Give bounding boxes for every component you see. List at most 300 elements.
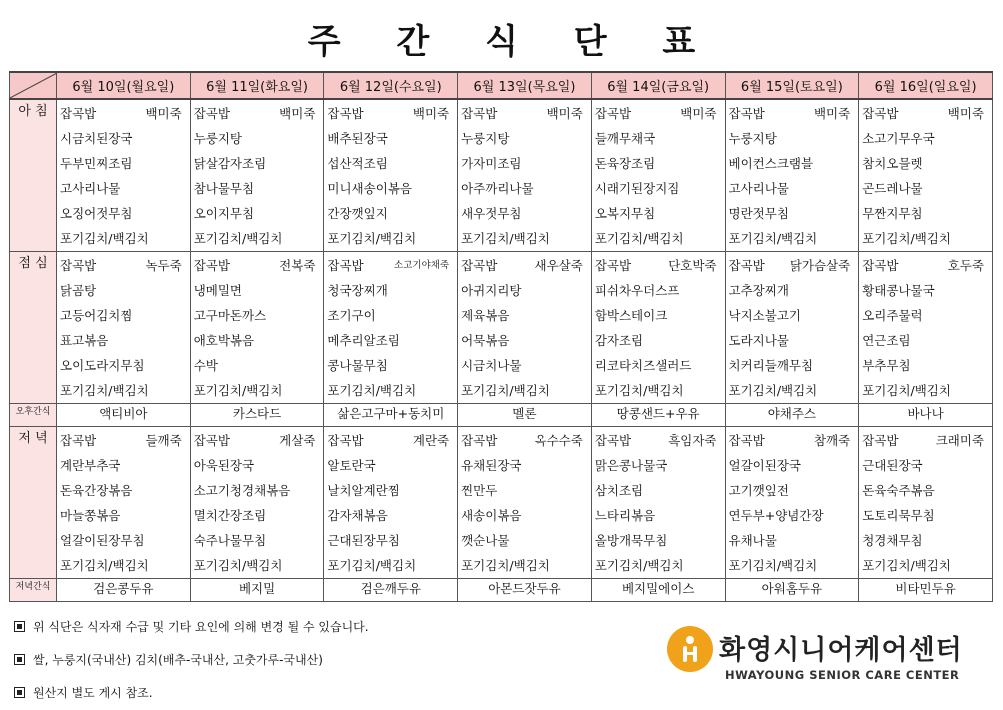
menu-cell xyxy=(324,252,458,404)
menu-item-text: 찐만두 xyxy=(461,483,498,498)
menu-item-text: 오복지무침 xyxy=(594,206,656,221)
note-1 xyxy=(14,618,369,635)
menu-item-text: 조기구이 xyxy=(327,308,376,323)
snack-cell: 바나나 xyxy=(859,404,993,427)
menu-item-text: 연근조림 xyxy=(862,333,911,348)
menu-item-text: 아귀지리탕 xyxy=(461,283,522,298)
dinner-row xyxy=(10,427,993,579)
menu-item xyxy=(60,101,190,126)
menu-item xyxy=(194,101,324,126)
menu-item xyxy=(461,378,591,403)
menu-list xyxy=(592,427,725,578)
menu-item xyxy=(461,328,591,353)
menu-item-text: 날치알계란찜 xyxy=(327,483,400,498)
menu-cell xyxy=(591,427,725,579)
menu-item xyxy=(595,226,725,251)
menu-item-text: 고사리나물 xyxy=(60,181,121,196)
menu-item xyxy=(194,253,324,278)
porridge-text: 백미죽 xyxy=(546,106,583,121)
bullet-icon xyxy=(14,654,25,665)
menu-list xyxy=(458,252,591,403)
porridge-text: 백미죽 xyxy=(680,106,717,121)
snack-cell: 아워홈두유 xyxy=(725,579,859,602)
weekly-menu-table xyxy=(9,71,993,602)
snack-cell: 멜론 xyxy=(458,404,592,427)
menu-item xyxy=(327,151,457,176)
menu-item xyxy=(327,428,457,453)
menu-item-text: 간장깻잎지 xyxy=(327,206,388,221)
menu-item xyxy=(461,428,591,453)
menu-item-text: 포기김치/백김치 xyxy=(728,558,818,573)
menu-item xyxy=(729,253,859,278)
menu-item-text: 포기김치/백김치 xyxy=(461,231,550,246)
menu-list xyxy=(57,427,190,578)
dinner-label: 저 녁 xyxy=(10,427,57,579)
menu-list xyxy=(859,252,992,403)
menu-item xyxy=(595,176,725,201)
menu-item xyxy=(595,101,725,126)
menu-item xyxy=(194,378,324,403)
breakfast-row xyxy=(10,99,993,252)
menu-list xyxy=(726,252,859,403)
menu-item-text: 아욱된장국 xyxy=(193,458,255,473)
menu-item xyxy=(729,453,859,478)
menu-item-text: 멸치간장조림 xyxy=(193,508,267,523)
menu-item xyxy=(327,303,457,328)
snack-cell: 야채주스 xyxy=(725,404,859,427)
day-header: 6월 15일(토요일) xyxy=(725,72,859,99)
day-header: 6월 10일(월요일) xyxy=(57,72,191,99)
menu-cell xyxy=(725,252,859,404)
menu-item xyxy=(862,453,992,478)
menu-item-text: 포기김치/백김치 xyxy=(862,558,951,573)
menu-item-text: 잡곡밥 xyxy=(594,258,632,273)
menu-item xyxy=(194,151,324,176)
menu-item xyxy=(862,201,992,226)
day-header: 6월 14일(금요일) xyxy=(591,72,725,99)
note-text: 위 식단은 식자재 수급 및 기타 요인에 의해 변경 될 수 있습니다. xyxy=(33,620,369,634)
menu-item-text: 오징어젓무침 xyxy=(60,206,133,221)
menu-item-text: 포기김치/백김치 xyxy=(193,558,283,573)
menu-item xyxy=(194,478,324,503)
porridge-text: 옥수수죽 xyxy=(534,433,583,448)
menu-item xyxy=(327,253,457,278)
menu-list xyxy=(57,252,190,403)
menu-item-text: 마늘쫑볶음 xyxy=(60,508,121,523)
menu-item-text: 무짠지무침 xyxy=(862,206,923,221)
evening-snack-label: 저녁간식 xyxy=(10,579,57,602)
menu-item xyxy=(729,126,859,151)
porridge-text: 녹두죽 xyxy=(145,258,182,273)
porridge-text: 크래미죽 xyxy=(935,433,984,448)
menu-item-text: 낙지소불고기 xyxy=(728,308,801,323)
snack-cell: 검은깨두유 xyxy=(324,579,458,602)
menu-item-text: 도토리묵무침 xyxy=(862,508,935,523)
menu-item xyxy=(862,328,992,353)
menu-item-text: 표고볶음 xyxy=(60,333,109,348)
menu-item xyxy=(461,303,591,328)
menu-item xyxy=(60,378,190,403)
menu-item xyxy=(60,553,190,578)
bullet-icon xyxy=(14,687,25,698)
menu-item-text: 포기김치/백김치 xyxy=(594,231,684,246)
menu-item-text: 잡곡밥 xyxy=(728,106,765,121)
snack-cell: 아몬드잣두유 xyxy=(458,579,592,602)
snack-cell: 베지밀 xyxy=(190,579,324,602)
menu-item-text: 얼갈이된장무침 xyxy=(60,533,145,548)
menu-item xyxy=(862,101,992,126)
menu-item xyxy=(327,176,457,201)
menu-item xyxy=(729,553,859,578)
menu-item xyxy=(60,303,190,328)
menu-item-text: 잡곡밥 xyxy=(862,433,899,448)
menu-list xyxy=(324,100,457,251)
menu-item-text: 근대된장국 xyxy=(862,458,923,473)
pm-snack-label: 오후간식 xyxy=(10,404,57,427)
menu-item xyxy=(729,303,859,328)
menu-item xyxy=(729,176,859,201)
menu-cell xyxy=(57,99,191,252)
porridge-text: 닭가슴살죽 xyxy=(789,258,851,273)
menu-item xyxy=(60,151,190,176)
menu-item-text: 오이도라지무침 xyxy=(60,358,145,373)
evening-snack-row xyxy=(10,579,993,602)
menu-item-text: 잡곡밥 xyxy=(193,258,230,273)
menu-item xyxy=(327,201,457,226)
menu-item-text: 메추리알조림 xyxy=(327,333,400,348)
menu-item xyxy=(461,528,591,553)
menu-item-text: 감자조림 xyxy=(594,333,644,348)
menu-item xyxy=(194,428,324,453)
menu-item xyxy=(461,478,591,503)
menu-item-text: 감자채볶음 xyxy=(327,508,388,523)
menu-item xyxy=(194,353,324,378)
snack-cell: 비타민두유 xyxy=(859,579,993,602)
menu-item-text: 잡곡밥 xyxy=(862,106,899,121)
menu-item-text: 고사리나물 xyxy=(728,181,789,196)
menu-item-text: 잡곡밥 xyxy=(461,106,498,121)
menu-item-text: 계란부추국 xyxy=(60,458,121,473)
menu-item-text: 시금치된장국 xyxy=(60,131,133,146)
menu-item-text: 오이지무침 xyxy=(193,206,255,221)
menu-item-text: 새송이볶음 xyxy=(461,508,522,523)
menu-item xyxy=(60,226,190,251)
menu-item-text: 잡곡밥 xyxy=(327,258,364,273)
menu-item xyxy=(595,553,725,578)
menu-item xyxy=(595,151,725,176)
menu-item-text: 올방개묵무침 xyxy=(594,533,668,548)
menu-item xyxy=(194,553,324,578)
note-text: 쌀, 누룽지(국내산) 김치(배추-국내산, 고춧가루-국내산) xyxy=(33,653,323,667)
menu-cell xyxy=(57,427,191,579)
menu-item xyxy=(862,353,992,378)
menu-item-text: 돈육간장볶음 xyxy=(60,483,133,498)
menu-item-text: 두부민찌조림 xyxy=(60,156,133,171)
porridge-text: 백미죽 xyxy=(813,106,851,121)
menu-item-text: 느타리볶음 xyxy=(594,508,656,523)
menu-item xyxy=(327,126,457,151)
menu-item-text: 연두부+양념간장 xyxy=(728,508,824,523)
menu-cell xyxy=(725,99,859,252)
menu-cell xyxy=(57,252,191,404)
menu-list xyxy=(859,100,992,251)
menu-item xyxy=(461,126,591,151)
menu-item xyxy=(327,278,457,303)
menu-item-text: 잡곡밥 xyxy=(862,258,899,273)
day-header: 6월 11일(화요일) xyxy=(190,72,324,99)
menu-list xyxy=(191,252,324,403)
porridge-text: 호두죽 xyxy=(947,258,984,273)
menu-cell xyxy=(458,99,592,252)
menu-item-text: 깻순나물 xyxy=(461,533,510,548)
menu-item xyxy=(595,453,725,478)
menu-item xyxy=(194,201,324,226)
porridge-text: 전복죽 xyxy=(279,258,316,273)
menu-cell xyxy=(591,99,725,252)
menu-item-text: 닭곰탕 xyxy=(60,283,97,298)
porridge-text: 단호박죽 xyxy=(668,258,717,273)
menu-item xyxy=(595,303,725,328)
menu-cell xyxy=(591,252,725,404)
menu-item-text: 들깨무채국 xyxy=(594,131,656,146)
day-header-row xyxy=(10,72,993,99)
menu-item-text: 포기김치/백김치 xyxy=(461,383,550,398)
menu-item-text: 근대된장무침 xyxy=(327,533,400,548)
menu-item-text: 잡곡밥 xyxy=(193,106,230,121)
porridge-text: 들깨죽 xyxy=(145,433,182,448)
page-title: 주 간 식 단 표 xyxy=(307,22,718,62)
menu-list xyxy=(458,100,591,251)
menu-item-text: 냉메밀면 xyxy=(193,283,243,298)
menu-item xyxy=(461,151,591,176)
menu-item-text: 포기김치/백김치 xyxy=(193,231,283,246)
menu-item-text: 포기김치/백김치 xyxy=(193,383,283,398)
menu-item xyxy=(729,151,859,176)
menu-item xyxy=(60,176,190,201)
porridge-text: 백미죽 xyxy=(947,106,984,121)
menu-item xyxy=(60,278,190,303)
menu-cell xyxy=(190,252,324,404)
menu-item xyxy=(595,201,725,226)
menu-item-text: 리코타치즈샐러드 xyxy=(594,358,692,373)
center-logo xyxy=(663,622,983,692)
menu-item-text: 섭산적조림 xyxy=(327,156,388,171)
menu-item-text: 아주까리나물 xyxy=(461,181,534,196)
snack-cell: 카스타드 xyxy=(190,404,324,427)
menu-item xyxy=(862,176,992,201)
menu-cell xyxy=(190,99,324,252)
menu-cell xyxy=(190,427,324,579)
menu-item xyxy=(60,253,190,278)
note-3 xyxy=(14,684,153,701)
menu-item xyxy=(729,353,859,378)
menu-item xyxy=(595,528,725,553)
menu-item xyxy=(461,553,591,578)
menu-cell xyxy=(725,427,859,579)
menu-item-text: 잡곡밥 xyxy=(60,258,97,273)
menu-item xyxy=(60,478,190,503)
menu-item xyxy=(461,101,591,126)
menu-list xyxy=(726,427,859,578)
menu-item xyxy=(862,226,992,251)
menu-item xyxy=(595,478,725,503)
menu-cell xyxy=(458,427,592,579)
menu-list xyxy=(458,427,591,578)
menu-item-text: 돈육장조림 xyxy=(594,156,656,171)
menu-item-text: 소고기청경채볶음 xyxy=(193,483,291,498)
snack-cell: 땅콩샌드+우유 xyxy=(591,404,725,427)
menu-item xyxy=(327,478,457,503)
menu-item xyxy=(60,528,190,553)
porridge-text: 참깨죽 xyxy=(813,433,851,448)
menu-item xyxy=(729,478,859,503)
menu-item xyxy=(595,428,725,453)
menu-item xyxy=(327,553,457,578)
menu-item xyxy=(461,226,591,251)
snack-cell: 삶은고구마+동치미 xyxy=(324,404,458,427)
menu-item xyxy=(595,378,725,403)
menu-item-text: 돈육숙주볶음 xyxy=(862,483,935,498)
menu-item-text: 제육볶음 xyxy=(461,308,510,323)
menu-item xyxy=(327,528,457,553)
menu-item-text: 잡곡밥 xyxy=(594,106,632,121)
menu-item xyxy=(862,503,992,528)
menu-item-text: 잡곡밥 xyxy=(728,433,765,448)
menu-item xyxy=(729,226,859,251)
menu-item xyxy=(862,428,992,453)
porridge-text: 계란죽 xyxy=(412,433,450,448)
menu-item-text: 참나물무침 xyxy=(193,181,255,196)
menu-item xyxy=(327,503,457,528)
menu-item-text: 포기김치/백김치 xyxy=(862,383,951,398)
menu-item-text: 누룽지탕 xyxy=(728,131,777,146)
menu-item xyxy=(327,101,457,126)
menu-item xyxy=(194,528,324,553)
menu-item-text: 콩나물무침 xyxy=(327,358,388,373)
menu-item xyxy=(327,353,457,378)
snack-cell: 검은콩두유 xyxy=(57,579,191,602)
menu-item-text: 수박 xyxy=(193,358,218,373)
menu-item xyxy=(194,303,324,328)
menu-item-text: 어묵볶음 xyxy=(461,333,510,348)
menu-item-text: 청경채무침 xyxy=(862,533,923,548)
menu-item xyxy=(862,478,992,503)
menu-item xyxy=(461,503,591,528)
menu-item xyxy=(862,126,992,151)
menu-item-text: 소고기무우국 xyxy=(862,131,935,146)
menu-list xyxy=(191,100,324,251)
menu-list xyxy=(592,100,725,251)
menu-item xyxy=(595,328,725,353)
menu-item-text: 포기김치/백김치 xyxy=(728,383,818,398)
menu-item xyxy=(595,278,725,303)
menu-item xyxy=(60,428,190,453)
menu-item xyxy=(60,126,190,151)
lunch-row xyxy=(10,252,993,404)
menu-item xyxy=(729,503,859,528)
menu-item-text: 베이컨스크램블 xyxy=(728,156,814,171)
menu-cell xyxy=(859,252,993,404)
menu-item-text: 유채된장국 xyxy=(461,458,522,473)
menu-item-text: 누룽지탕 xyxy=(461,131,510,146)
menu-list xyxy=(592,252,725,403)
menu-item xyxy=(729,528,859,553)
menu-item xyxy=(194,503,324,528)
menu-item-text: 치커리들깨무침 xyxy=(728,358,814,373)
menu-item-text: 포기김치/백김치 xyxy=(728,231,818,246)
menu-item xyxy=(461,278,591,303)
porridge-text: 백미죽 xyxy=(145,106,182,121)
menu-item-text: 잡곡밥 xyxy=(728,258,765,273)
menu-item xyxy=(595,253,725,278)
menu-item-text: 포기김치/백김치 xyxy=(327,558,417,573)
menu-item-text: 얼갈이된장국 xyxy=(728,458,801,473)
menu-item-text: 고기깻잎전 xyxy=(728,483,789,498)
menu-item xyxy=(862,378,992,403)
menu-item-text: 누룽지탕 xyxy=(193,131,243,146)
menu-item xyxy=(461,201,591,226)
menu-item-text: 포기김치/백김치 xyxy=(862,231,951,246)
menu-item-text: 알토란국 xyxy=(327,458,376,473)
menu-item-text: 황태콩나물국 xyxy=(862,283,935,298)
menu-item xyxy=(194,453,324,478)
center-name: 화영시니어케어센터 xyxy=(719,635,963,666)
menu-cell xyxy=(859,427,993,579)
menu-item-text: 고추장찌개 xyxy=(728,283,789,298)
menu-item xyxy=(60,353,190,378)
day-header: 6월 13일(목요일) xyxy=(458,72,592,99)
porridge-text: 흑임자죽 xyxy=(668,433,717,448)
menu-item xyxy=(194,278,324,303)
menu-item-text: 오리주물럭 xyxy=(862,308,923,323)
menu-item xyxy=(595,126,725,151)
center-name-english: HWAYOUNG SENIOR CARE CENTER xyxy=(725,668,960,682)
menu-item-text: 포기김치/백김치 xyxy=(60,231,149,246)
menu-item-text: 맑은콩나물국 xyxy=(594,458,668,473)
menu-item-text: 잡곡밥 xyxy=(327,433,364,448)
menu-item xyxy=(862,253,992,278)
menu-item xyxy=(595,503,725,528)
menu-item xyxy=(461,453,591,478)
menu-list xyxy=(859,427,992,578)
menu-item xyxy=(729,428,859,453)
menu-item xyxy=(194,126,324,151)
menu-list xyxy=(57,100,190,251)
menu-item-text: 시금치나물 xyxy=(461,358,522,373)
menu-item xyxy=(60,503,190,528)
menu-item xyxy=(327,328,457,353)
menu-item-text: 청국장찌개 xyxy=(327,283,388,298)
menu-item xyxy=(729,378,859,403)
menu-item xyxy=(595,353,725,378)
porridge-text: 소고기야채죽 xyxy=(394,260,450,271)
menu-item-text: 곤드레나물 xyxy=(862,181,923,196)
menu-item-text: 잡곡밥 xyxy=(594,433,632,448)
menu-item xyxy=(862,553,992,578)
menu-item-text: 배추된장국 xyxy=(327,131,388,146)
menu-item xyxy=(729,278,859,303)
menu-item xyxy=(461,353,591,378)
menu-item-text: 시래기된장지짐 xyxy=(594,181,680,196)
menu-item xyxy=(60,201,190,226)
menu-item-text: 잡곡밥 xyxy=(461,433,498,448)
menu-item-text: 포기김치/백김치 xyxy=(594,558,684,573)
menu-item-text: 애호박볶음 xyxy=(193,333,255,348)
menu-list xyxy=(324,252,457,403)
menu-item xyxy=(862,303,992,328)
menu-item-text: 포기김치/백김치 xyxy=(327,231,417,246)
menu-item-text: 고구마돈까스 xyxy=(193,308,267,323)
